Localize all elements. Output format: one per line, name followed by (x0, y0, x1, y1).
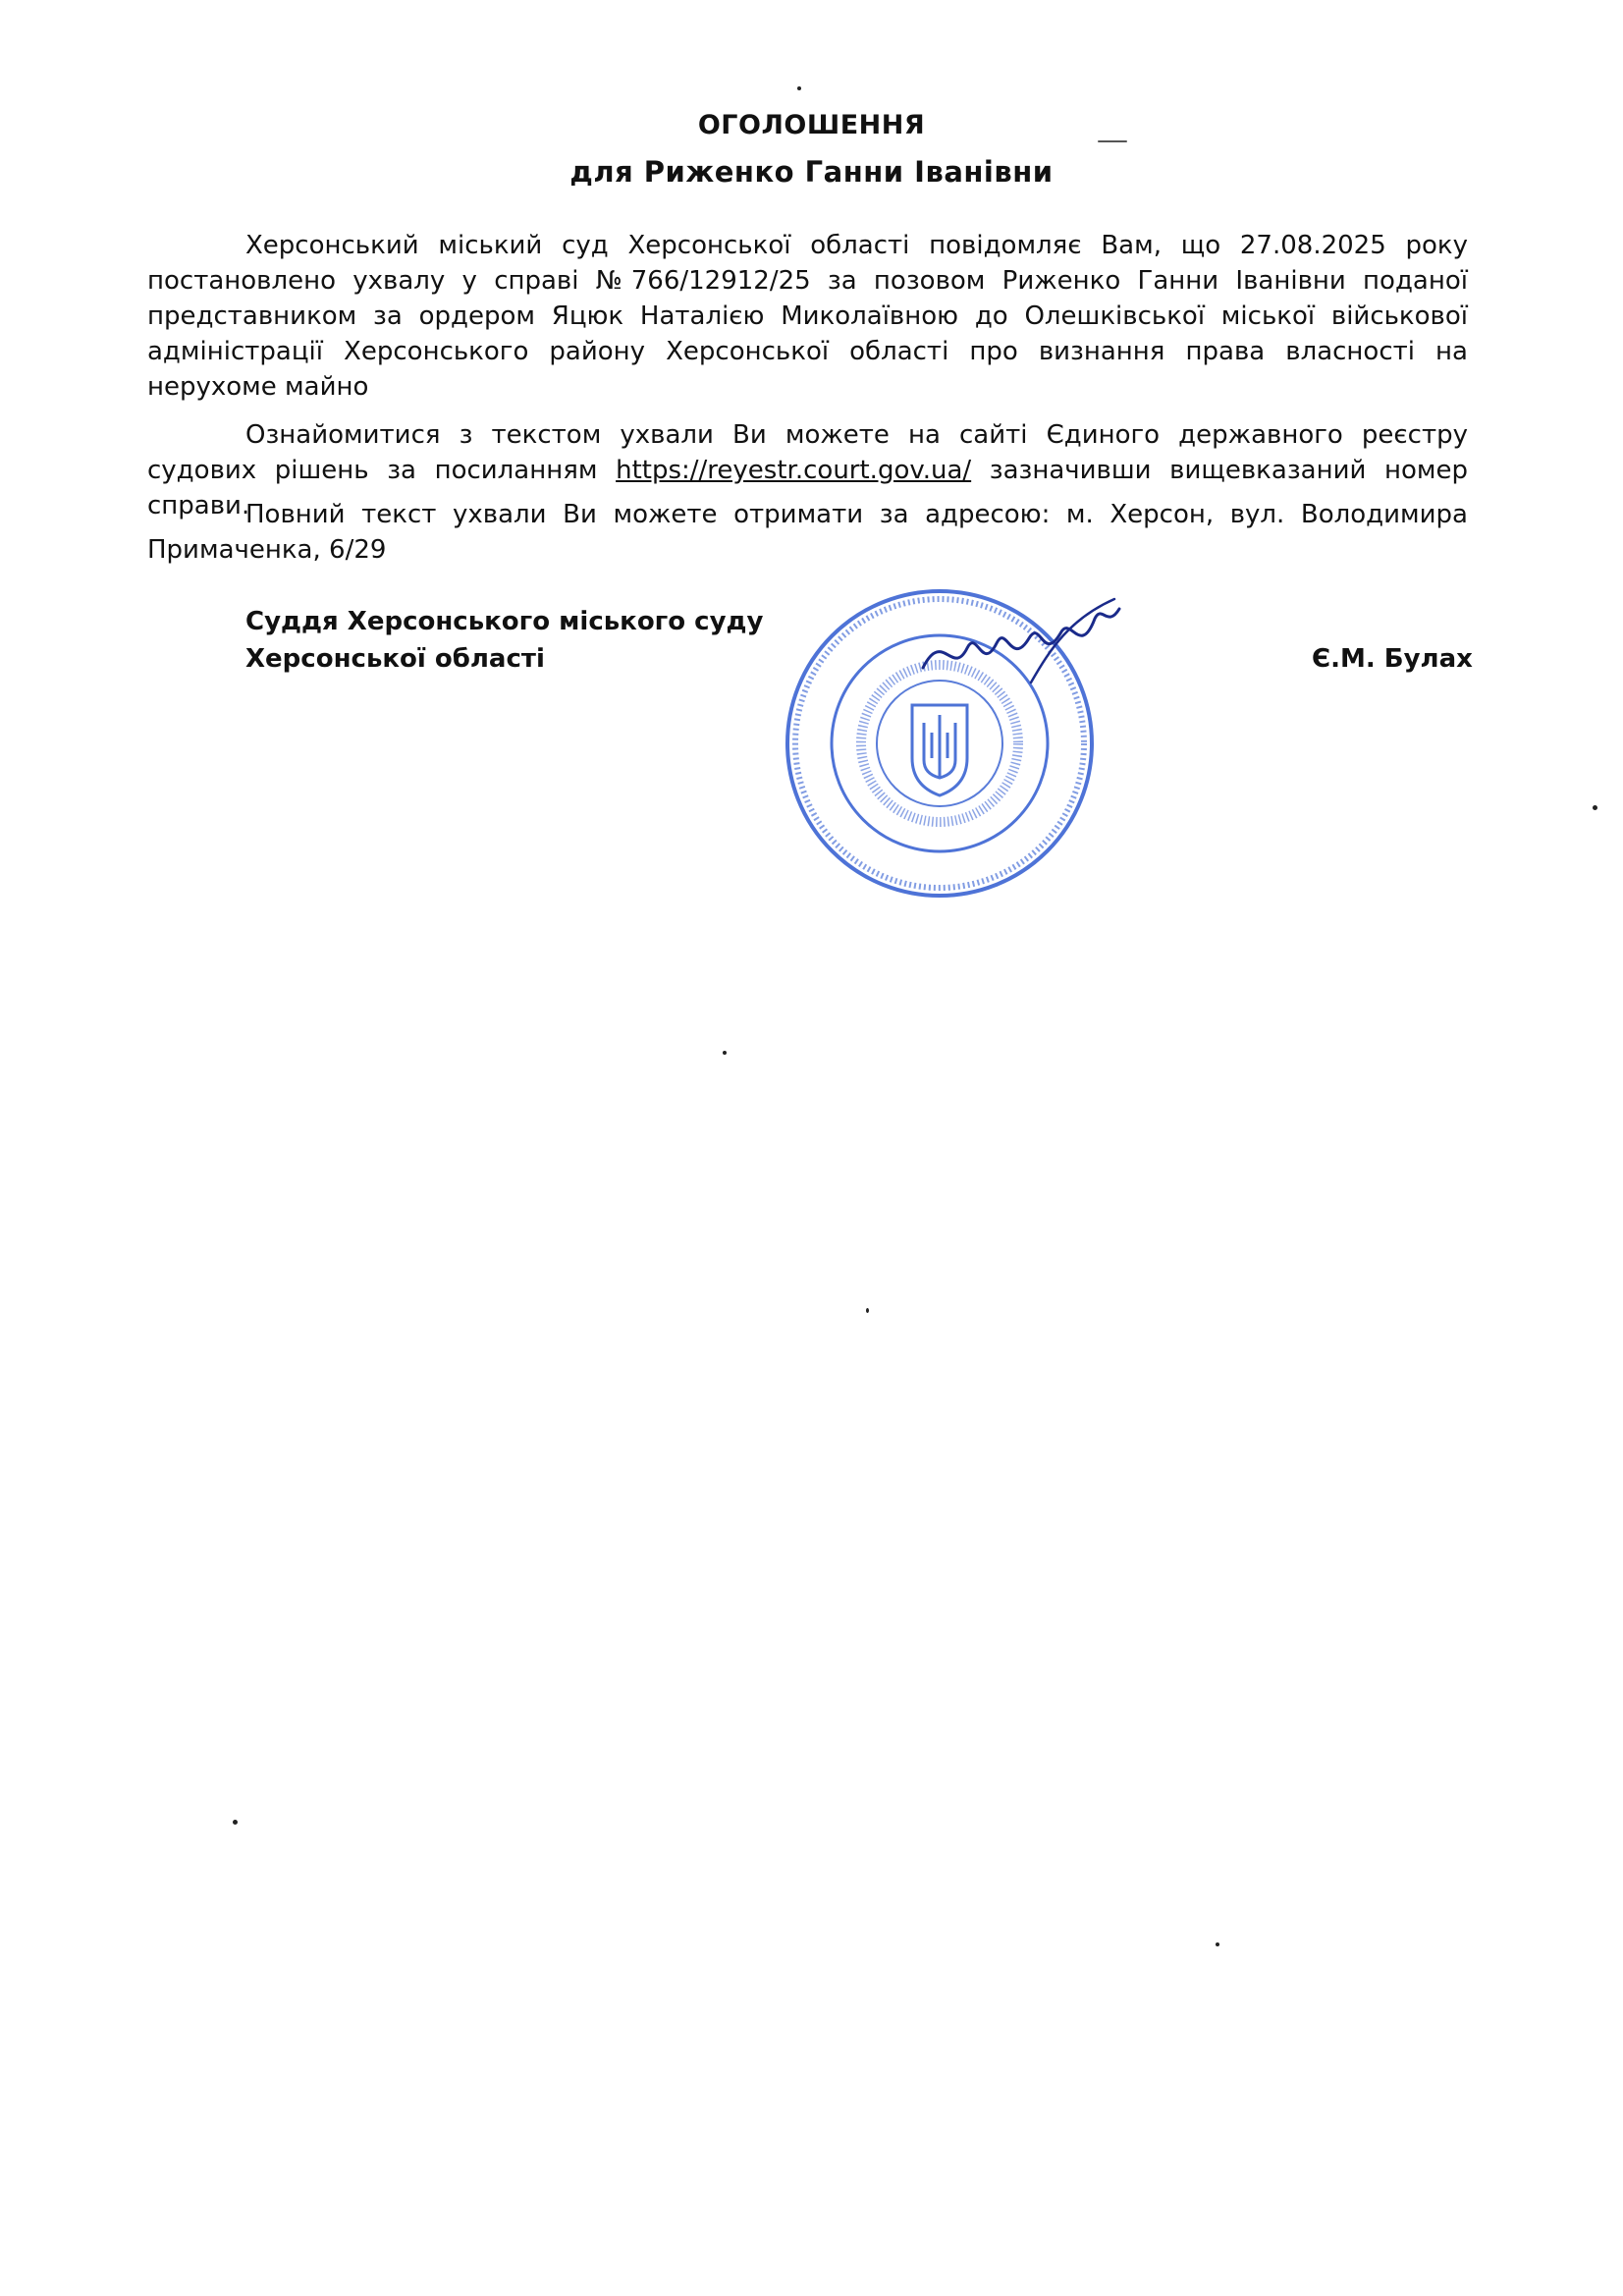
scan-speck (1216, 1942, 1219, 1946)
document-recipient: для Риженко Ганни Іванівни (569, 155, 1054, 189)
scan-speck (1098, 140, 1127, 142)
document-title: ОГОЛОШЕННЯ (697, 110, 926, 140)
coat-of-arms-icon (912, 705, 967, 795)
paragraph-registry-text-after: зазначивши вищевказаний номер справи. (147, 456, 1468, 520)
paragraph-notice-text: Херсонський міський суд Херсонської області повідомляє Вам, що 27.08.2025 року постановлено ухвалу у справі №766/12912/25 за позовом Риженко Ганни Іванівни поданої представником за ордером Яцюк Наталією Миколаївною до Олешківської міської військової адміністрації Херсонського району Херсонської області про визнання права власності на нерухоме майно (147, 231, 1468, 402)
scan-speck (866, 1308, 869, 1313)
signature-position-line2: Херсонської області (245, 644, 545, 674)
paragraph-address-text: Повний текст ухвали Ви можете отримати за адресою: м. Херсон, вул. Володимира Примаченка, 6/29 (147, 500, 1468, 565)
registry-link[interactable]: https://reyestr.court.gov.ua/ (616, 456, 972, 485)
paragraph-notice (147, 228, 1468, 405)
paragraph-address (147, 497, 1468, 568)
judge-name: Є.М. Булах (1312, 644, 1473, 674)
handwritten-signature (913, 589, 1129, 707)
signature-position-line1: Суддя Херсонського міського суду (245, 607, 764, 636)
scan-speck (723, 1051, 727, 1055)
signature-position (245, 603, 764, 678)
paragraph-registry-text-before: Ознайомитися з текстом ухвали Ви можете на сайті Єдиного державного реєстру судових рішень за посиланням (147, 420, 1468, 485)
scan-speck (233, 1820, 238, 1825)
scan-speck (1593, 805, 1597, 810)
scan-speck (797, 86, 801, 90)
